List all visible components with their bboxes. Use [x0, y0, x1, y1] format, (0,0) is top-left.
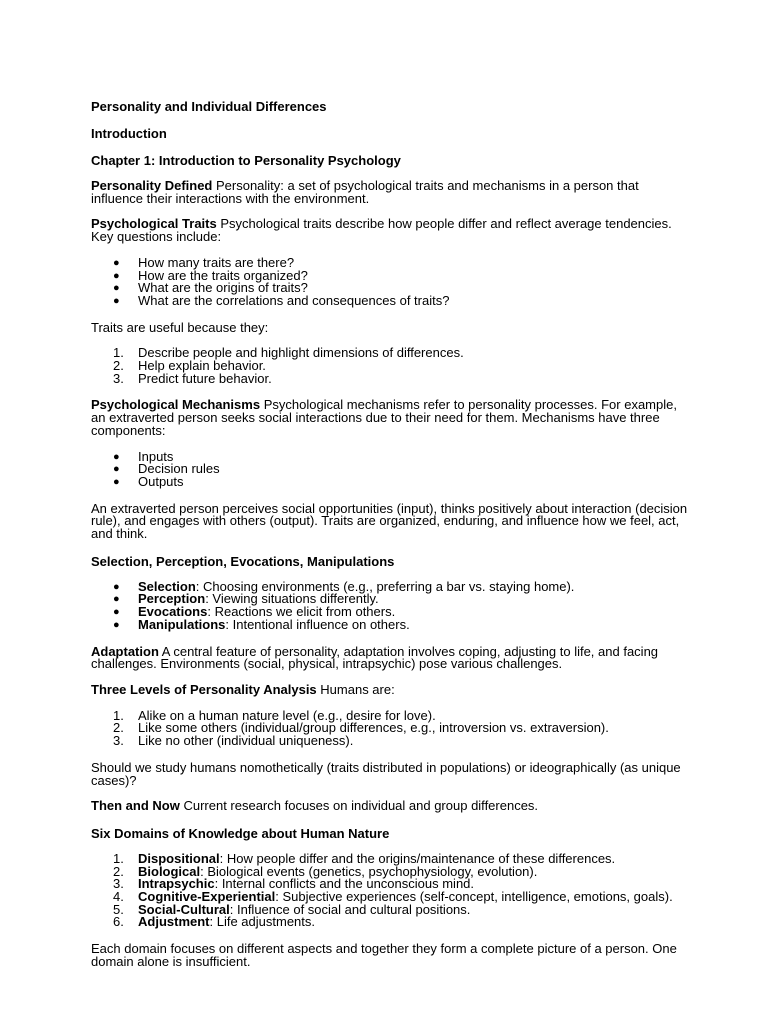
- list-item-text: : Influence of social and cultural positions.: [229, 901, 471, 917]
- mechanism-components-list: [91, 448, 691, 489]
- list-item-term: Adjustment: [138, 914, 210, 930]
- list-item-term: Dispositional: [138, 850, 220, 866]
- three-levels-text: Humans are:: [316, 681, 395, 697]
- list-item-text: Predict future behavior.: [138, 370, 272, 386]
- three-levels-paragraph: [91, 681, 691, 697]
- bullet-icon: ●: [113, 593, 120, 606]
- list-item-text: : Subjective experiences (self-concept, intelligence, emotions, goals).: [275, 889, 673, 905]
- selection-list: [91, 578, 691, 632]
- list-item-text: : Viewing situations differently.: [205, 591, 379, 607]
- list-number: 3.: [113, 370, 124, 386]
- bullet-icon: ●: [113, 580, 120, 593]
- list-number: 1.: [113, 850, 124, 866]
- list-item-text: : Biological events (genetics, psychophysiology, evolution).: [200, 863, 538, 879]
- list-number: 3.: [113, 876, 124, 892]
- list-item-text: Like some others (individual/group differences, e.g., introversion vs. extraversion).: [138, 720, 609, 736]
- bullet-icon: ●: [113, 475, 120, 488]
- list-item-text: How many traits are there?: [138, 254, 295, 270]
- list-item-term: Cognitive-Experiential: [138, 889, 276, 905]
- six-domains-heading: Six Domains of Knowledge about Human Nature: [91, 825, 390, 841]
- list-item: [91, 735, 691, 748]
- psychological-traits-text: Psychological traits describe how people differ and reflect average tendencies. Key questions include:: [91, 216, 672, 245]
- bullet-icon: ●: [113, 618, 120, 631]
- list-item-text: Alike on a human nature level (e.g., desire for love).: [138, 707, 436, 723]
- list-number: 2.: [113, 863, 124, 879]
- then-and-now-label: Then and Now: [91, 798, 180, 814]
- list-item-text: Inputs: [138, 448, 174, 464]
- list-item-text: Outputs: [138, 473, 184, 489]
- list-number: 3.: [113, 733, 124, 749]
- bullet-icon: ●: [113, 269, 120, 282]
- closing-paragraph: Each domain focuses on different aspects and together they form a complete picture of a person. One domain alone is insufficient.: [91, 941, 677, 969]
- list-number: 2.: [113, 358, 124, 374]
- introduction-heading: Introduction: [91, 126, 167, 141]
- list-item-text: : Choosing environments (e.g., preferring a bar vs. staying home).: [195, 578, 575, 594]
- then-and-now-paragraph: [91, 800, 691, 813]
- bullet-icon: ●: [113, 463, 120, 476]
- adaptation-paragraph: [91, 643, 691, 672]
- list-item-term: Social-Cultural: [138, 901, 230, 917]
- personality-defined-paragraph: [91, 180, 691, 205]
- list-item-term: Perception: [138, 591, 206, 607]
- list-item-text: : Reactions we elicit from others.: [207, 604, 396, 620]
- adaptation-label: Adaptation: [91, 643, 159, 659]
- list-item-term: Evocations: [138, 604, 208, 620]
- traits-useful-list: [91, 347, 691, 385]
- list-item-text: : Intentional influence on others.: [225, 616, 410, 632]
- list-item: [91, 616, 691, 632]
- list-number: 1.: [113, 707, 124, 723]
- list-item-text: Help explain behavior.: [138, 358, 266, 374]
- bullet-icon: ●: [113, 450, 120, 463]
- psychological-mechanisms-text: Psychological mechanisms refer to personality processes. For example, an extraverted person seeks social interactions due to their need for them. Mechanisms have three components:: [91, 397, 677, 438]
- list-item-term: Biological: [138, 863, 201, 879]
- list-item-term: Intrapsychic: [138, 876, 215, 892]
- list-number: 1.: [113, 345, 124, 361]
- list-number: 2.: [113, 720, 124, 736]
- six-domains-list: [91, 850, 691, 930]
- personality-defined-label: Personality Defined: [91, 178, 213, 193]
- bullet-icon: ●: [113, 282, 120, 295]
- psychological-traits-label: Psychological Traits: [91, 216, 217, 232]
- list-item-text: What are the origins of traits?: [138, 280, 308, 296]
- three-levels-list: [91, 707, 691, 749]
- list-item-text: How are the traits organized?: [138, 267, 308, 283]
- selection-heading: Selection, Perception, Evocations, Manipulations: [91, 553, 395, 569]
- list-item-text: Describe people and highlight dimensions of differences.: [138, 345, 464, 361]
- chapter-heading: Chapter 1: Introduction to Personality Psychology: [91, 153, 401, 168]
- three-levels-label: Three Levels of Personality Analysis: [91, 681, 317, 697]
- then-and-now-text: Current research focuses on individual and group differences.: [179, 798, 539, 814]
- list-item-text: : Internal conflicts and the unconscious mind.: [214, 876, 475, 892]
- list-item-text: : Life adjustments.: [209, 914, 315, 930]
- list-number: 4.: [113, 889, 124, 905]
- list-item-term: Manipulations: [138, 616, 226, 632]
- list-item: [91, 292, 691, 308]
- list-item: [91, 370, 691, 386]
- bullet-icon: ●: [113, 256, 120, 269]
- list-item-text: : How people differ and the origins/maintenance of these differences.: [219, 850, 616, 866]
- psychological-mechanisms-label: Psychological Mechanisms: [91, 397, 261, 413]
- bullet-icon: ●: [113, 294, 120, 307]
- list-item-text: Like no other (individual uniqueness).: [138, 733, 354, 749]
- document-title: Personality and Individual Differences: [91, 99, 327, 114]
- psychological-traits-paragraph: [91, 218, 691, 243]
- list-number: 6.: [113, 914, 124, 930]
- nomothetic-question-paragraph: Should we study humans nomothetically (traits distributed in populations) or ideographically (as unique cases)?: [91, 759, 681, 788]
- bullet-icon: ●: [113, 606, 120, 619]
- list-item-term: Selection: [138, 578, 196, 594]
- list-item-text: What are the correlations and consequences of traits?: [138, 292, 450, 308]
- list-item-text: Decision rules: [138, 461, 220, 477]
- extravert-example-paragraph: An extraverted person perceives social opportunities (input), thinks positively about interaction (decision rule), and engages with others (output). Traits are organized, enduring, and influence how we feel, act, and think.: [91, 500, 688, 542]
- adaptation-text: A central feature of personality, adaptation involves coping, adjusting to life, and facing challenges. Environments (social, physical, intrapsychic) pose various challenges.: [91, 643, 659, 672]
- list-item: [91, 473, 691, 489]
- psychological-mechanisms-paragraph: [91, 399, 691, 437]
- trait-questions-list: [91, 254, 691, 308]
- document-page: [91, 99, 691, 982]
- list-item: [91, 916, 691, 929]
- traits-useful-paragraph: Traits are useful because they:: [91, 319, 269, 335]
- personality-defined-text: Personality: a set of psychological traits and mechanisms in a person that influence their interactions with the environment.: [91, 178, 639, 206]
- list-number: 5.: [113, 901, 124, 917]
